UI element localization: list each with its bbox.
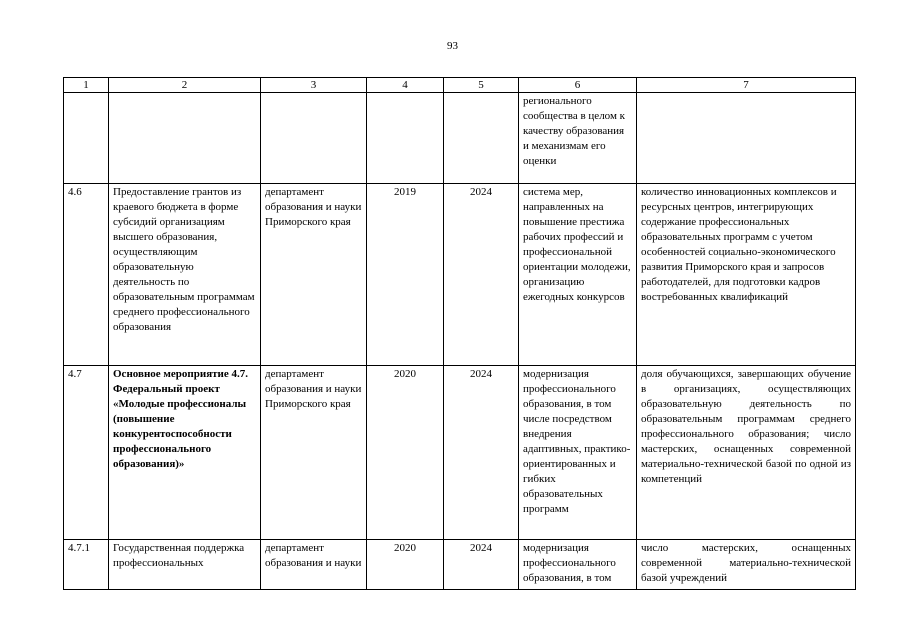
end-year: 2024	[444, 366, 519, 540]
activity-name: Государственная поддержка профессиональных	[109, 540, 261, 590]
start-year: 2020	[367, 540, 444, 590]
indicators: число мастерских, оснащенных современной материально-технической базой учреждений	[637, 540, 856, 590]
start-year	[367, 93, 444, 184]
end-year: 2024	[444, 184, 519, 366]
column-number: 1	[64, 78, 109, 93]
start-year: 2019	[367, 184, 444, 366]
activity-name: Основное мероприятие 4.7. Федеральный проект «Молодые профессионалы (повышение конкурентоспособности профессионального образования)»	[109, 366, 261, 540]
activity-name: Предоставление грантов из краевого бюджета в форме субсидий организациям высшего образования, осуществляющим образовательную деятельность по образовательным программам среднего профессионального образования	[109, 184, 261, 366]
row-number: 4.7	[64, 366, 109, 540]
executor: департамент образования и науки Приморского края	[261, 184, 367, 366]
start-year: 2020	[367, 366, 444, 540]
column-number: 4	[367, 78, 444, 93]
row-number: 4.6	[64, 184, 109, 366]
end-year	[444, 93, 519, 184]
expected-result: система мер, направленных на повышение престижа рабочих профессий и профессиональной ориентации молодежи, организацию ежегодных конкурсов	[519, 184, 637, 366]
table-row	[64, 93, 856, 184]
executor: департамент образования и науки Приморского края	[261, 366, 367, 540]
row-number: 4.7.1	[64, 540, 109, 590]
indicators: количество инновационных комплексов и ресурсных центров, интегрирующих содержание профессиональных образовательных программ с учетом особенностей социально-экономического развития Приморского края и запросов работодателей, для подготовки кадров востребованных квалификаций	[637, 184, 856, 366]
end-year: 2024	[444, 540, 519, 590]
expected-result: модернизация профессионального образования, в том числе посредством внедрения адаптивных, практико-ориентированных и гибких образовательных программ	[519, 366, 637, 540]
column-number-row	[64, 78, 856, 93]
table-row	[64, 184, 856, 366]
column-number: 2	[109, 78, 261, 93]
page-number: 93	[447, 40, 458, 52]
activity-name	[109, 93, 261, 184]
table-row	[64, 540, 856, 590]
column-number: 6	[519, 78, 637, 93]
expected-result: регионального сообщества в целом к качеству образования и механизмам его оценки	[519, 93, 637, 184]
executor: департамент образования и науки	[261, 540, 367, 590]
indicators: доля обучающихся, завершающих обучение в организациях, осуществляющих образовательную деятельность по образовательным программам среднего профессионального образования; число мастерских, оснащенных современной материально-технической базой по одной из компетенций	[637, 366, 856, 540]
table-row	[64, 366, 856, 540]
program-activities-table	[63, 77, 856, 590]
executor	[261, 93, 367, 184]
row-number	[64, 93, 109, 184]
indicators	[637, 93, 856, 184]
column-number: 7	[637, 78, 856, 93]
column-number: 5	[444, 78, 519, 93]
expected-result: модернизация профессионального образования, в том	[519, 540, 637, 590]
column-number: 3	[261, 78, 367, 93]
